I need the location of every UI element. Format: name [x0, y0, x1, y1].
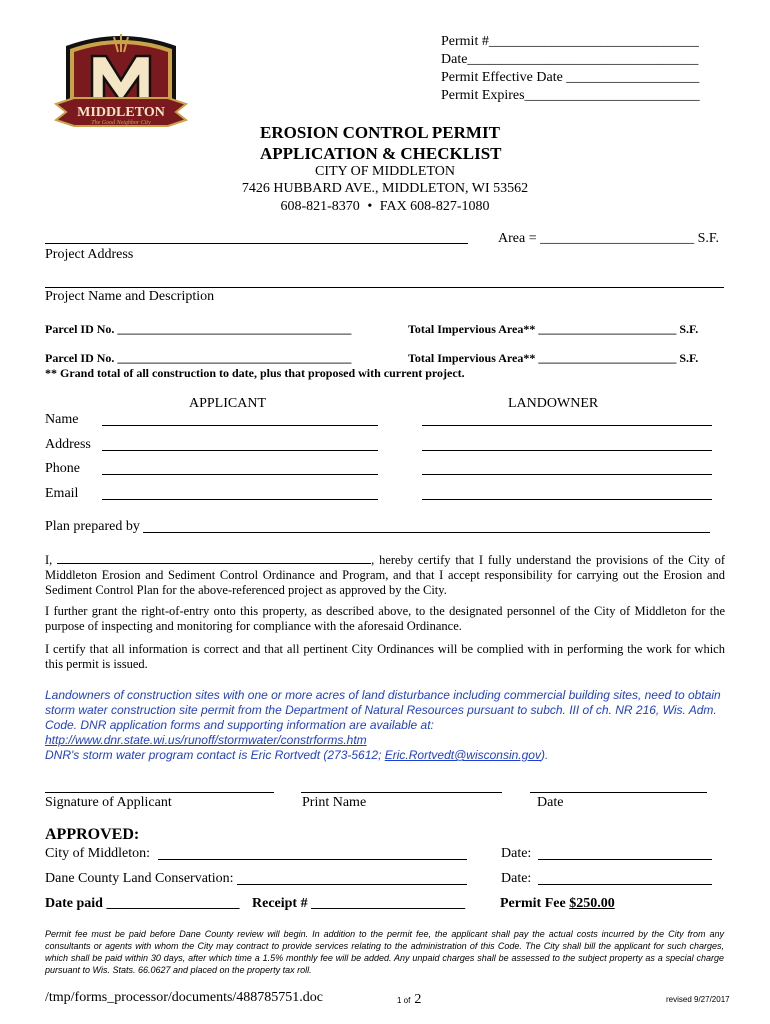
form-title-line1: EROSION CONTROL PERMIT	[260, 123, 500, 142]
print-name-label: Print Name	[302, 795, 367, 810]
permit-fee-amount: $250.00	[569, 896, 615, 911]
print-name-line[interactable]	[301, 792, 502, 793]
county-approval-date-label: Date:	[501, 871, 532, 886]
permit-effective-date-field[interactable]: Permit Effective Date ___________________	[441, 70, 700, 85]
page-total: 2	[414, 992, 422, 1007]
signature-date-label: Date	[537, 795, 564, 810]
address-label: Address	[45, 437, 91, 452]
city-approval-line[interactable]	[158, 859, 467, 860]
form-title-line2: APPLICATION & CHECKLIST	[260, 144, 502, 163]
landowner-address-line[interactable]	[422, 450, 712, 451]
logo-city-text: MIDDLETON	[77, 105, 165, 120]
permit-number-field[interactable]: Permit #______________________________	[441, 34, 699, 49]
parcel-id-field-2[interactable]: Parcel ID No. _______________________________________	[45, 351, 352, 365]
middleton-seal-icon	[52, 28, 190, 143]
dnr-contact-prefix: DNR's storm water program contact is Eric Rortvedt (273-5612;	[45, 748, 385, 762]
city-address: 7426 HUBBARD AVE., MIDDLETON, WI 53562	[241, 181, 529, 196]
page-prefix: 1 of	[397, 996, 411, 1005]
impervious-footnote: ** Grand total of all construction to date, plus that proposed with current project.	[45, 366, 465, 380]
dnr-contact-suffix: ).	[540, 748, 549, 762]
landowner-name-line[interactable]	[422, 425, 712, 426]
city-fax: FAX 608-827-1080	[379, 199, 490, 214]
city-approval-date-line[interactable]	[538, 859, 712, 860]
logo-tagline: The Good Neighbor City	[91, 120, 151, 126]
county-approval-date-line[interactable]	[538, 884, 712, 885]
plan-prepared-line[interactable]	[143, 532, 710, 533]
project-address-label: Project Address	[45, 247, 134, 262]
revised-date: revised 9/27/2017	[666, 995, 730, 1004]
parcel-id-field-1[interactable]: Parcel ID No. _______________________________________	[45, 322, 352, 336]
page-indicator	[397, 990, 421, 1008]
city-name: CITY OF MIDDLETON	[315, 164, 455, 179]
applicant-address-line[interactable]	[102, 450, 378, 451]
permit-expires-field[interactable]: Permit Expires_________________________	[441, 88, 700, 103]
name-label: Name	[45, 412, 79, 427]
certify-paragraph-2: I further grant the right-of-entry onto this property, as described above, to the designated personnel of the City of Middleton for the purpose of inspecting and monitoring for compliance with the aforesaid Ordinance.	[45, 604, 725, 633]
impervious-area-field-1[interactable]: Total Impervious Area** _______________________ S.F.	[408, 322, 699, 336]
area-field[interactable]: Area = ______________________ S.F.	[498, 231, 720, 246]
certify-prefix: I,	[45, 553, 53, 567]
city-contact-line	[0, 199, 770, 215]
city-logo	[52, 28, 190, 143]
certify-text: , hereby certify that I fully understand the provisions of the City of Middleton Erosion and Sediment Control Ordinance and Program, and that I accept responsibility for carrying out the Erosion and Sediment Control Plan for the above-referenced project as approved by the City.	[45, 553, 726, 597]
landowner-email-line[interactable]	[422, 499, 712, 500]
applicant-email-line[interactable]	[102, 499, 378, 500]
city-approval-label: City of Middleton:	[45, 846, 150, 861]
receipt-number-field[interactable]: Receipt # ______________________	[252, 896, 466, 911]
certify-paragraph-1	[45, 552, 725, 598]
certify-paragraph-3: I certify that all information is correct and that all pertinent City Ordinances will be complied with in performing the work for which this permit is issued.	[45, 642, 725, 671]
dnr-notice-text: Landowners of construction sites with one or more acres of land disturbance including commercial building sites, need to obtain storm water construction site permit from the Department of Natural Resources pursuant to subch. III of ch. NR 216, Wis. Adm. Code. DNR application forms and supporting information are available at:	[45, 688, 721, 732]
signature-of-applicant-label: Signature of Applicant	[45, 795, 172, 810]
certify-name-blank[interactable]	[57, 552, 371, 564]
landowner-heading: LANDOWNER	[508, 396, 599, 411]
county-approval-label: Dane County Land Conservation:	[45, 871, 234, 886]
date-paid-field[interactable]: Date paid ___________________	[45, 896, 240, 911]
dnr-notice	[45, 688, 725, 763]
applicant-name-line[interactable]	[102, 425, 378, 426]
dnr-contact-email-link[interactable]: Eric.Rortvedt@wisconsin.gov	[384, 748, 541, 762]
email-label: Email	[45, 486, 79, 501]
signature-date-line[interactable]	[530, 792, 707, 793]
approved-heading: APPROVED:	[45, 826, 140, 843]
impervious-area-field-2[interactable]: Total Impervious Area** _______________________ S.F.	[408, 351, 699, 365]
landowner-phone-line[interactable]	[422, 474, 712, 475]
applicant-phone-line[interactable]	[102, 474, 378, 475]
project-address-line[interactable]	[45, 243, 468, 244]
fee-fine-print: Permit fee must be paid before Dane County review will begin. In addition to the permit fee, the applicant shall pay the actual costs incurred by the City from any consultants or agents with whom the City may contract to provide services relating to the administration of this Code. The City shall bill the applicant for such charges, which shall be paid within 30 days, after which time a 1.5% monthly fee will be added. Any unpaid charges shall be assessed to the subject property as a special charge pursuant to Wis. Stats. 66.0627 and placed on the property tax roll.	[45, 929, 724, 975]
project-name-line[interactable]	[45, 287, 724, 288]
project-name-label: Project Name and Description	[45, 289, 215, 304]
phone-label: Phone	[45, 461, 80, 476]
city-approval-date-label: Date:	[501, 846, 532, 861]
permit-fee	[500, 896, 615, 912]
bullet-separator: •	[367, 199, 373, 214]
plan-prepared-label: Plan prepared by	[45, 519, 140, 534]
permit-fee-label: Permit Fee	[500, 896, 566, 911]
permit-date-field[interactable]: Date_________________________________	[441, 52, 699, 67]
county-approval-line[interactable]	[237, 884, 467, 885]
applicant-signature-line[interactable]	[45, 792, 274, 793]
document-path: /tmp/forms_processor/documents/488785751.doc	[45, 990, 324, 1005]
dnr-forms-link[interactable]: http://www.dnr.state.wi.us/runoff/stormwater/constrforms.htm	[45, 733, 367, 747]
applicant-heading: APPLICANT	[189, 396, 267, 411]
city-phone: 608-821-8370	[280, 199, 360, 214]
